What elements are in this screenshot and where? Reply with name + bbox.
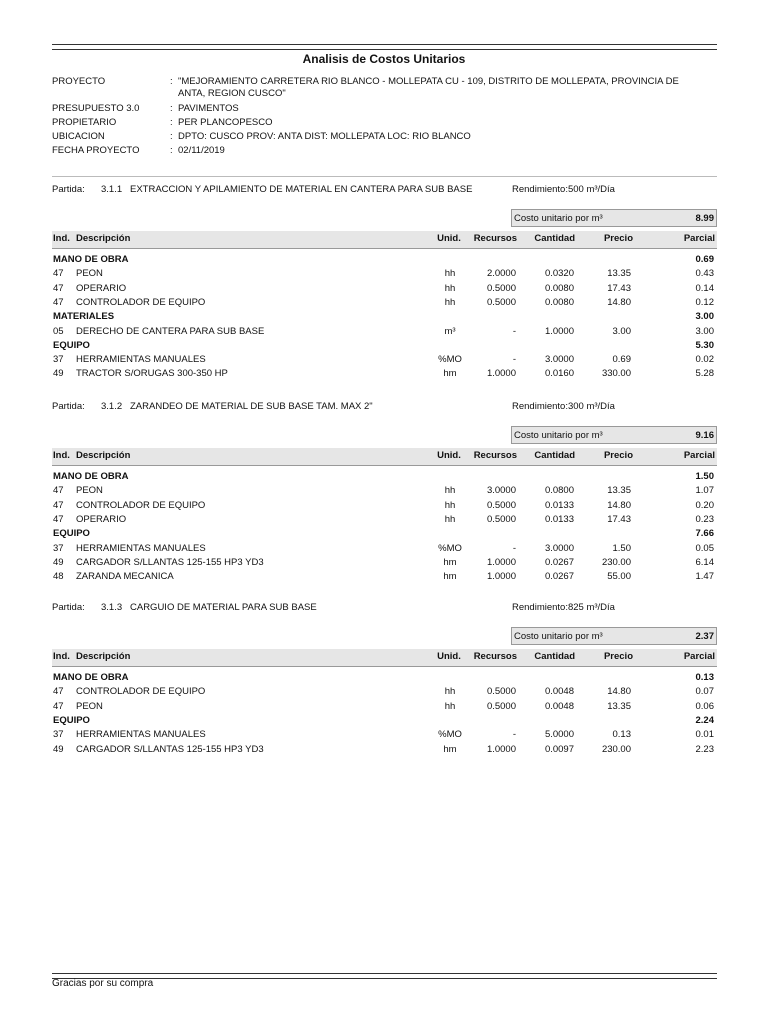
cell-recursos: - [512, 325, 516, 337]
partida-name: EXTRACCION Y APILAMIENTO DE MATERIAL EN CANTERA PARA SUB BASE [130, 184, 473, 195]
col-cant-header: Cantidad [534, 651, 575, 662]
cell-ind: 37 [53, 354, 64, 366]
info-label: UBICACION [52, 131, 105, 142]
cell-precio: 17.43 [607, 282, 631, 294]
cell-ind: 49 [53, 556, 64, 568]
cell-ind: 47 [53, 485, 64, 497]
cell-desc: PEON [76, 700, 103, 712]
cell-recursos: 0.5000 [486, 700, 516, 712]
table-row [52, 543, 717, 556]
cell-cantidad: 0.0097 [544, 743, 574, 755]
col-parc-header: Parcial [683, 450, 715, 461]
info-colon: : [170, 131, 173, 142]
cell-unid: hh [444, 282, 456, 294]
partida-name: ZARANDEO DE MATERIAL DE SUB BASE TAM. MAX 2" [130, 401, 373, 412]
table-row [52, 514, 717, 527]
category-name: EQUIPO [53, 339, 90, 351]
cell-unid: hm [443, 556, 457, 568]
cell-unid: hh [444, 513, 456, 525]
cell-precio: 0.13 [612, 729, 631, 741]
info-proyecto [52, 76, 717, 102]
partida-rendimiento: Rendimiento:500 m³/Día [512, 184, 615, 195]
partida-code: 3.1.1 [101, 184, 123, 195]
cell-cantidad: 0.0800 [544, 485, 574, 497]
category-parcial: 0.69 [695, 254, 714, 265]
table-row [52, 485, 717, 498]
col-rec-header: Recursos [473, 233, 517, 244]
cell-ind: 49 [53, 368, 64, 380]
partida-rendimiento: Rendimiento:825 m³/Día [512, 602, 615, 613]
cell-unid: hm [443, 571, 457, 583]
category-name: MANO DE OBRA [53, 672, 129, 683]
info-label: PRESUPUESTO 3.0 [52, 103, 140, 114]
info-value: PAVIMENTOS [178, 103, 239, 114]
cell-parcial: 0.14 [695, 282, 714, 294]
category-row [52, 254, 717, 267]
table-row [52, 571, 717, 584]
info-colon: : [170, 117, 173, 128]
cell-parcial: 0.05 [695, 542, 714, 554]
cell-cantidad: 3.0000 [544, 542, 574, 554]
cell-precio: 13.35 [607, 485, 631, 497]
costo-unitario-label: Costo unitario por m³ [514, 430, 603, 441]
cell-cantidad: 0.0320 [544, 268, 574, 280]
info-ubicacion [52, 131, 717, 144]
col-cant-header: Cantidad [534, 450, 575, 461]
col-parc-header: Parcial [683, 233, 715, 244]
info-label: PROPIETARIO [52, 117, 117, 128]
cell-cantidad: 0.0133 [544, 513, 574, 525]
category-name: EQUIPO [53, 528, 90, 540]
table-row [52, 729, 717, 742]
cell-precio: 13.35 [607, 268, 631, 280]
cell-cantidad: 0.0267 [544, 556, 574, 568]
cell-desc: CONTROLADOR DE EQUIPO [76, 686, 206, 698]
cell-desc: CONTROLADOR DE EQUIPO [76, 296, 206, 308]
col-ind-header: Ind. [53, 450, 70, 461]
partida-code: 3.1.2 [101, 401, 123, 412]
costo-unitario-value: 2.37 [695, 631, 714, 642]
cell-desc: CARGADOR S/LLANTAS 125-155 HP3 YD3 [76, 743, 264, 755]
cell-recursos: - [512, 354, 516, 366]
cell-parcial: 0.01 [695, 729, 714, 741]
cell-cantidad: 0.0048 [544, 700, 574, 712]
col-ind-header: Ind. [53, 233, 70, 244]
info-label: FECHA PROYECTO [52, 145, 140, 156]
cell-parcial: 0.43 [695, 268, 714, 280]
cell-unid: hh [444, 296, 456, 308]
partida-label: Partida: [52, 401, 85, 412]
table-header [52, 649, 717, 667]
cell-parcial: 0.07 [695, 686, 714, 698]
cell-precio: 14.80 [607, 499, 631, 511]
col-ind-header: Ind. [53, 651, 70, 662]
partida-label: Partida: [52, 184, 85, 195]
info-value: 02/11/2019 [178, 145, 225, 156]
table-row [52, 500, 717, 513]
cell-recursos: 0.5000 [486, 282, 516, 294]
table-row [52, 744, 717, 757]
cell-ind: 47 [53, 282, 64, 294]
info-fecha [52, 145, 717, 158]
cell-unid: hh [444, 499, 456, 511]
info-value: DPTO: CUSCO PROV: ANTA DIST: MOLLEPATA LOC: RIO BLANCO [178, 131, 471, 142]
cell-desc: HERRAMIENTAS MANUALES [76, 729, 206, 741]
costo-unitario-box [511, 209, 717, 227]
col-desc-header: Descripción [76, 233, 131, 244]
cell-precio: 14.80 [607, 296, 631, 308]
cell-desc: OPERARIO [76, 282, 127, 294]
cell-cantidad: 5.0000 [544, 729, 574, 741]
table-row [52, 701, 717, 714]
col-prec-header: Precio [603, 233, 633, 244]
cell-desc: HERRAMIENTAS MANUALES [76, 542, 206, 554]
cell-recursos: 0.5000 [486, 499, 516, 511]
category-row [52, 715, 717, 728]
category-row [52, 340, 717, 353]
cell-parcial: 5.28 [695, 368, 714, 380]
info-divider [52, 176, 717, 177]
cell-desc: TRACTOR S/ORUGAS 300-350 HP [76, 368, 228, 380]
cell-ind: 47 [53, 513, 64, 525]
costo-unitario-value: 9.16 [695, 430, 714, 441]
cell-unid: hh [444, 268, 456, 280]
category-name: MATERIALES [53, 311, 115, 323]
table-row [52, 354, 717, 367]
cell-unid: hh [444, 686, 456, 698]
cell-parcial: 6.14 [695, 556, 714, 568]
cell-unid: hm [443, 368, 457, 380]
col-prec-header: Precio [603, 651, 633, 662]
cell-ind: 47 [53, 499, 64, 511]
info-colon: : [170, 76, 173, 87]
cell-precio: 1.50 [612, 542, 631, 554]
cell-desc: DERECHO DE CANTERA PARA SUB BASE [76, 325, 265, 337]
cell-ind: 37 [53, 542, 64, 554]
info-propietario [52, 117, 717, 130]
cell-parcial: 1.47 [695, 571, 714, 583]
info-value: "MEJORAMIENTO CARRETERA RIO BLANCO - MOLLEPATA CU - 109, DISTRITO DE MOLLEPATA, PROVINCIA DE ANTA, REGION CUSCO" [178, 76, 679, 99]
cell-recursos: 0.5000 [486, 513, 516, 525]
info-colon: : [170, 103, 173, 114]
col-desc-header: Descripción [76, 450, 131, 461]
table-header [52, 448, 717, 466]
partida-rendimiento: Rendimiento:300 m³/Día [512, 401, 615, 412]
col-rec-header: Recursos [473, 651, 517, 662]
col-prec-header: Precio [603, 450, 633, 461]
top-rule [52, 44, 717, 50]
costo-unitario-label: Costo unitario por m³ [514, 213, 603, 224]
table-row [52, 686, 717, 699]
costo-unitario-box [511, 426, 717, 444]
cell-desc: HERRAMIENTAS MANUALES [76, 354, 206, 366]
cell-recursos: 0.5000 [486, 686, 516, 698]
cell-precio: 3.00 [612, 325, 631, 337]
cell-cantidad: 0.0080 [544, 296, 574, 308]
cell-ind: 47 [53, 686, 64, 698]
category-parcial: 3.00 [695, 311, 714, 323]
cell-ind: 48 [53, 571, 64, 583]
info-presupuesto [52, 103, 717, 116]
col-rec-header: Recursos [473, 450, 517, 461]
cell-cantidad: 0.0160 [544, 368, 574, 380]
col-unid-header: Unid. [437, 651, 461, 662]
col-unid-header: Unid. [437, 450, 461, 461]
col-unid-header: Unid. [437, 233, 461, 244]
cell-ind: 05 [53, 325, 64, 337]
cell-unid: hm [443, 743, 457, 755]
cell-ind: 37 [53, 729, 64, 741]
cell-recursos: 1.0000 [486, 556, 516, 568]
costo-unitario-box [511, 627, 717, 645]
col-desc-header: Descripción [76, 651, 131, 662]
cell-cantidad: 0.0048 [544, 686, 574, 698]
cell-desc: PEON [76, 268, 103, 280]
cell-ind: 47 [53, 700, 64, 712]
table-row [52, 297, 717, 310]
cell-cantidad: 1.0000 [544, 325, 574, 337]
info-value: PER PLANCOPESCO [178, 117, 273, 128]
cell-recursos: 3.0000 [486, 485, 516, 497]
cell-unid: m³ [444, 325, 456, 337]
cell-parcial: 1.07 [695, 485, 714, 497]
costo-unitario-value: 8.99 [695, 213, 714, 224]
cell-unid: hh [444, 485, 456, 497]
cell-desc: PEON [76, 485, 103, 497]
cell-parcial: 0.12 [695, 296, 714, 308]
table-row [52, 557, 717, 570]
cell-recursos: - [512, 542, 516, 554]
cell-precio: 55.00 [607, 571, 631, 583]
cell-parcial: 3.00 [695, 325, 714, 337]
cell-precio: 14.80 [607, 686, 631, 698]
footer-text: Gracias por su compra [52, 978, 154, 989]
cell-precio: 230.00 [601, 743, 631, 755]
category-name: EQUIPO [53, 714, 90, 726]
cell-precio: 17.43 [607, 513, 631, 525]
category-parcial: 7.66 [695, 528, 714, 540]
page-title: Analisis de Costos Unitarios [302, 52, 466, 66]
cell-desc: OPERARIO [76, 513, 127, 525]
cell-precio: 330.00 [601, 368, 631, 380]
category-parcial: 2.24 [695, 714, 714, 726]
cell-recursos: 1.0000 [486, 571, 516, 583]
table-header [52, 231, 717, 249]
partida-name: CARGUIO DE MATERIAL PARA SUB BASE [130, 602, 317, 613]
cell-desc: ZARANDA MECANICA [76, 571, 174, 583]
table-row [52, 283, 717, 296]
cell-desc: CARGADOR S/LLANTAS 125-155 HP3 YD3 [76, 556, 264, 568]
cell-recursos: - [512, 729, 516, 741]
cell-cantidad: 0.0267 [544, 571, 574, 583]
category-parcial: 1.50 [695, 471, 714, 482]
cell-ind: 49 [53, 743, 64, 755]
info-label: PROYECTO [52, 76, 106, 87]
table-row [52, 368, 717, 381]
info-colon: : [170, 145, 173, 156]
cell-unid: hh [444, 700, 456, 712]
category-name: MANO DE OBRA [53, 471, 129, 482]
category-row [52, 471, 717, 484]
cell-cantidad: 0.0133 [544, 499, 574, 511]
category-row [52, 528, 717, 541]
category-parcial: 0.13 [695, 672, 714, 683]
cell-unid: %MO [438, 729, 462, 741]
cell-precio: 13.35 [607, 700, 631, 712]
category-row [52, 672, 717, 685]
cell-recursos: 2.0000 [486, 268, 516, 280]
category-name: MANO DE OBRA [53, 254, 129, 265]
cell-parcial: 0.02 [695, 354, 714, 366]
costo-unitario-label: Costo unitario por m³ [514, 631, 603, 642]
cell-parcial: 0.20 [695, 499, 714, 511]
cell-cantidad: 3.0000 [544, 354, 574, 366]
col-parc-header: Parcial [683, 651, 715, 662]
cell-cantidad: 0.0080 [544, 282, 574, 294]
cell-desc: CONTROLADOR DE EQUIPO [76, 499, 206, 511]
cell-parcial: 0.23 [695, 513, 714, 525]
cell-ind: 47 [53, 268, 64, 280]
cell-recursos: 0.5000 [486, 296, 516, 308]
table-row [52, 326, 717, 339]
col-cant-header: Cantidad [534, 233, 575, 244]
category-parcial: 5.30 [695, 339, 714, 351]
cell-ind: 47 [53, 296, 64, 308]
cell-recursos: 1.0000 [486, 743, 516, 755]
cell-precio: 230.00 [601, 556, 631, 568]
cell-unid: %MO [438, 354, 462, 366]
cell-unid: %MO [438, 542, 462, 554]
cell-precio: 0.69 [612, 354, 631, 366]
partida-code: 3.1.3 [101, 602, 123, 613]
cell-parcial: 0.06 [695, 700, 714, 712]
table-row [52, 268, 717, 281]
cell-recursos: 1.0000 [486, 368, 516, 380]
partida-label: Partida: [52, 602, 85, 613]
cell-parcial: 2.23 [695, 743, 714, 755]
category-row [52, 311, 717, 324]
